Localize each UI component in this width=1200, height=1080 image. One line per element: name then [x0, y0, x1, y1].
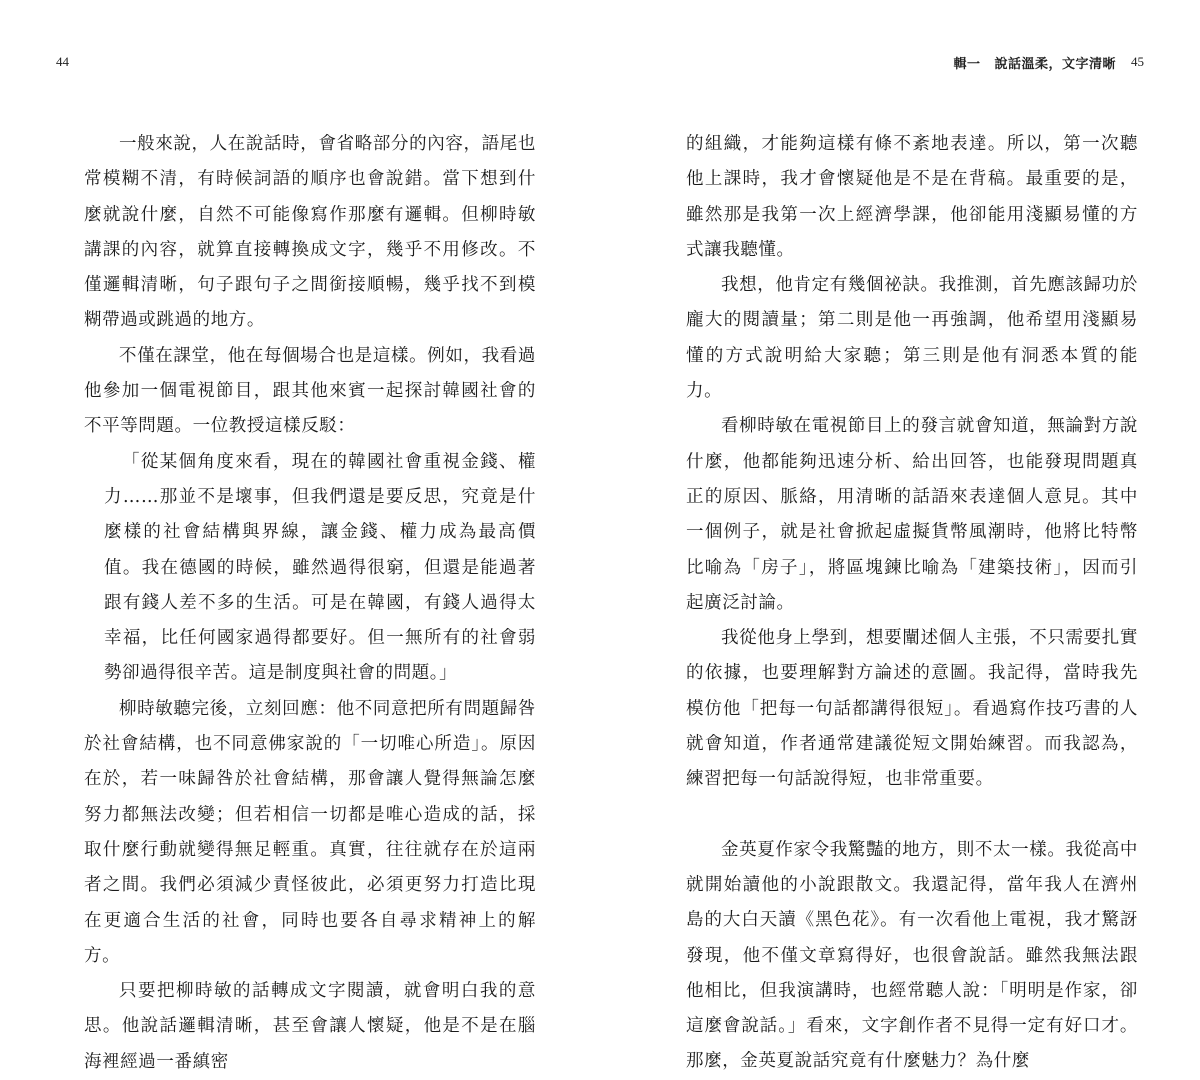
left-page — [0, 0, 600, 1072]
right-page-body — [686, 127, 1138, 1080]
paragraph: 我想，他肯定有幾個祕訣。我推測，首先應該歸功於龐大的閱讀量；第二則是他一再強調，他希望用淺顯易懂的方式說明給大家聽；第三則是他有洞悉本質的能力。 — [686, 275, 1138, 402]
paragraph: 一般來說，人在說話時，會省略部分的內容，語尾也常模糊不清，有時候詞語的順序也會說錯。當下想到什麼就說什麼，自然不可能像寫作那麼有邏輯。但柳時敏講課的內容，就算直接轉換成文字，幾乎不用修改。不僅邏輯清晰，句子跟句子之間銜接順暢，幾乎找不到模糊帶過或跳過的地方。 — [84, 134, 536, 331]
paragraph: 柳時敏聽完後，立刻回應：他不同意把所有問題歸咎於社會結構，也不同意佛家說的「一切唯心所造」。原因在於，若一味歸咎於社會結構，那會讓人覺得無論怎麼努力都無法改變；但若相信一切都是唯心造成的話，採取什麼行動就變得無足輕重。真實，往往就存在於這兩者之間。我們必須減少責怪彼此，必須更努力打造比現在更適合生活的社會，同時也要各自尋求精神上的解方。 — [84, 698, 536, 966]
paragraph: 不僅在課堂，他在每個場合也是這樣。例如，我看過他參加一個電視節目，跟其他來賓一起探討韓國社會的不平等問題。一位教授這樣反駁： — [84, 345, 536, 437]
left-page-body — [84, 127, 536, 1080]
paragraph: 我從他身上學到，想要闡述個人主張，不只需要扎實的依據，也要理解對方論述的意圖。我記得，當時我先模仿他「把每一句話都講得很短」。看過寫作技巧書的人就會知道，作者通常建議從短文開始練習。而我認為，練習把每一句話說得短，也非常重要。 — [686, 628, 1138, 790]
running-head-part: 輯一 — [953, 57, 981, 72]
paragraph: 金英夏作家令我驚豔的地方，則不太一樣。我從高中就開始讀他的小說跟散文。我還記得，當年我人在濟州島的大白天讀《黑色花》。有一次看他上電視，我才驚訝發現，他不僅文章寫得好，也很會說話。雖然我無法跟他相比，但我演講時，也經常聽人說：「明明是作家，卻這麼會說話。」看來，文字創作者不見得一定有好口才。那麼，金英夏說話究竟有什麼魅力？為什麼 — [686, 839, 1138, 1072]
page-number-right: 45 — [1131, 54, 1144, 69]
paragraph-continued: 的組織，才能夠這樣有條不紊地表達。所以，第一次聽他上課時，我才會懷疑他是不是在背稿。最重要的是，雖然那是我第一次上經濟學課，他卻能用淺顯易懂的方式讓我聽懂。 — [686, 134, 1138, 260]
page-number-left: 44 — [56, 54, 69, 69]
paragraph: 看柳時敏在電視節目上的發言就會知道，無論對方說什麼，他都能夠迅速分析、給出回答，也能發現問題真正的原因、脈絡，用清晰的話語來表達個人意見。其中一個例子，就是社會掀起虛擬貨幣風潮時，他將比特幣比喻為「房子」，將區塊鍊比喻為「建築技術」，因而引起廣泛討論。 — [686, 416, 1138, 613]
paragraph: 只要把柳時敏的話轉成文字閱讀，就會明白我的意思。他說話邏輯清晰，甚至會讓人懷疑，他是不是在腦海裡經過一番縝密 — [84, 981, 536, 1072]
running-head — [953, 53, 1116, 72]
block-quote-text: 「從某個角度來看，現在的韓國社會重視金錢、權力……那並不是壞事，但我們還是要反思，究竟是什麼樣的社會結構與界線，讓金錢、權力成為最高價值。我在德國的時候，雖然過得很窮，但還是能過著跟有錢人差不多的生活。可是在韓國，有錢人過得太幸福，比任何國家過得都要好。但一無所有的社會弱勢卻過得很辛苦。這是制度與社會的問題。」 — [104, 451, 536, 684]
block-quote — [84, 445, 536, 692]
section-break — [686, 798, 1138, 833]
right-page — [600, 0, 1200, 1072]
running-head-title: 說話溫柔，文字清晰 — [994, 57, 1116, 72]
